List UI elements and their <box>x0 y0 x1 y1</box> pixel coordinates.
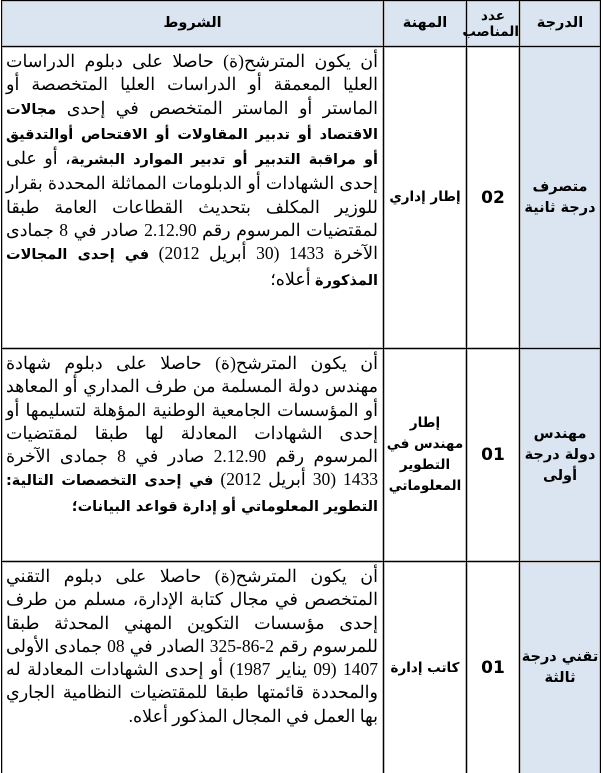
conditions-text-bold: مجالات الاقتصاد أو تدبير المقاولات أو الافتحاص أوالتدقيق أو مراقبة التدبير أو تدبير الموارد البشرية <box>6 101 378 169</box>
job-cell: إطار إداري <box>384 47 467 349</box>
header-row <box>2 1 601 47</box>
table-row <box>2 349 601 562</box>
job-cell: كاتب إدارة <box>384 562 467 773</box>
conditions-cell <box>2 562 384 773</box>
grade-cell: مهندس دولة درجة أولى <box>520 349 601 562</box>
conditions-text: ، أو على إحدى الشهادات أو الدبلومات المماثلة المحددة بقرار للوزير المكلف بتحديث القطاعات العامة طبقا لمقتضيات المرسوم رقم 2.12.90 صادر في 8 جمادى الآخرة 1433 (30 أبريل 2012) <box>6 148 378 264</box>
recruitment-table <box>1 0 601 773</box>
header-grade: الدرجة <box>520 1 601 47</box>
conditions-text: أن يكون المترشح(ة) حاصلا على دبلوم شهادة مهندس دولة المسلمة من طرف المداري أو المعاهد أو المؤسسات الجامعية الوطنية المؤهلة لتسليمها أو إحدى الشهادات المعادلة لها طبقا لمقتضيات المرسوم رقم 2.12.90 صادر في 8 جمادى الآخرة 1433 (30 أبريل 2012) <box>6 353 379 490</box>
table-row <box>2 47 601 349</box>
header-conditions: الشروط <box>2 1 384 47</box>
grade-cell: تقني درجة ثالثة <box>520 562 601 773</box>
conditions-text-bold: في إحدى المجالات المذكورة <box>6 247 378 289</box>
header-posts: عدد المناصب <box>467 1 520 47</box>
posts-cell: 01 <box>467 349 520 562</box>
conditions-cell <box>2 349 384 562</box>
posts-cell: 01 <box>467 562 520 773</box>
posts-cell: 02 <box>467 47 520 349</box>
job-cell: إطار مهندس في التطوير المعلوماتي <box>384 349 467 562</box>
conditions-text: أن يكون المترشح(ة) حاصلا على دبلوم الدراسات العليا المعمقة أو الدراسات العليا المتخصصة أو الماستر أو الماستر المتخصص في إحدى <box>6 51 378 118</box>
conditions-text: أن يكون المترشح(ة) حاصلا على دبلوم التقني المتخصص في مجال كتابة الإدارة، مسلم من طرف إحدى مؤسسات التكوين المهني المحدثة طبقا للمرسوم رقم 2-86-325 الصادر في 08 جمادى الأولى 1407 (09 يناير 1987) أو إحدى الشهادات المعادلة له والمحددة قائمتها طبقا للمقتضيات النظامية الجاري بها العمل في المجال المذكور أعلاه. <box>6 566 378 726</box>
conditions-text: أعلاه؛ <box>270 268 316 289</box>
conditions-text-bold: في إحدى التخصصات التالية: التطوير المعلوماتي أو إدارة قواعد البيانات؛ <box>6 473 378 515</box>
grade-cell: متصرف درجة ثانية <box>520 47 601 349</box>
conditions-cell <box>2 47 384 349</box>
header-job: المهنة <box>384 1 467 47</box>
table-row <box>2 562 601 773</box>
